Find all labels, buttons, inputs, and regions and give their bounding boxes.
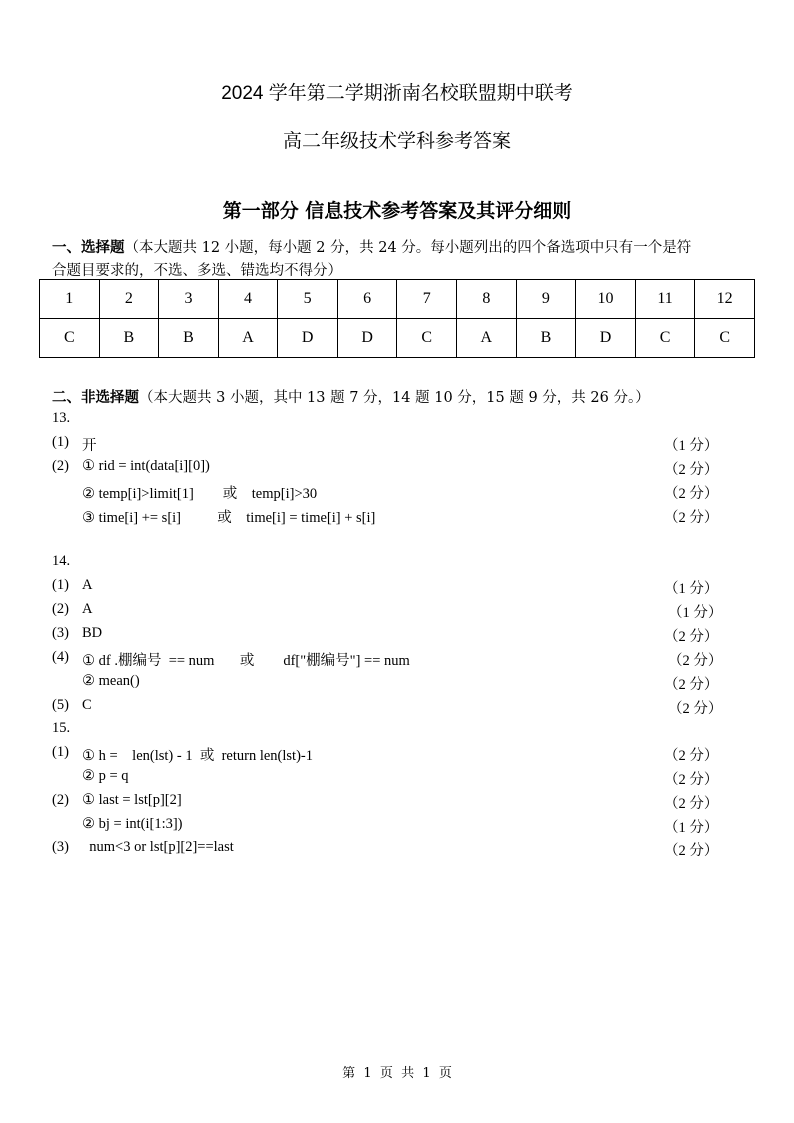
question-number: 4 <box>218 280 278 319</box>
line-text: ① df .棚编号 == num 或 df["棚编号"] == num <box>82 653 410 669</box>
question-number: 5 <box>278 280 338 319</box>
exam-subtitle: 高二年级技术学科参考答案 <box>282 131 511 152</box>
exam-title: 2024 学年第二学期浙南名校联盟期中联考 <box>221 83 573 104</box>
line-score: （2 分） <box>668 701 723 717</box>
line-score: （1 分） <box>664 438 719 454</box>
question-number: 9 <box>516 280 576 319</box>
question-number: 8 <box>457 280 517 319</box>
line-label: (2) <box>52 792 69 808</box>
answer-cell: C <box>695 319 755 358</box>
line-score: （2 分） <box>664 677 719 693</box>
answer-table <box>39 279 755 358</box>
answer-table-number-row <box>40 280 755 319</box>
answer-table-answer-row <box>40 319 755 358</box>
line-score: （2 分） <box>664 462 719 478</box>
section2-header <box>52 386 650 407</box>
line-text: num<3 or lst[p][2]==last <box>82 839 234 855</box>
question-number: 10 <box>576 280 636 319</box>
answer-cell: B <box>516 319 576 358</box>
line-text: A <box>82 577 93 593</box>
answer-cell: D <box>278 319 338 358</box>
line-score: （1 分） <box>664 581 719 597</box>
line-text: ① last = lst[p][2] <box>82 792 182 808</box>
answer-cell: C <box>635 319 695 358</box>
question-number: 2 <box>99 280 159 319</box>
line-label: (1) <box>52 744 69 760</box>
q15-label: 15. <box>52 720 71 736</box>
line-score: （2 分） <box>664 772 719 788</box>
answer-cell: D <box>576 319 636 358</box>
line-text: ② bj = int(i[1:3]) <box>82 816 183 832</box>
line-text: ② temp[i]>limit[1] 或 temp[i]>30 <box>82 486 318 502</box>
line-score: （1 分） <box>664 820 719 836</box>
answer-cell: B <box>159 319 219 358</box>
answer-cell: C <box>40 319 100 358</box>
line-score: （2 分） <box>664 486 719 502</box>
line-text: 开 <box>82 438 97 454</box>
answer-cell: A <box>457 319 517 358</box>
section2-desc: （本大题共 3 小题，其中 13 题 7 分，14 题 10 分，15 题 9 分，共 26 分。） <box>139 390 650 406</box>
section2-heading: 二、非选择题 <box>52 390 139 406</box>
line-label: (1) <box>52 577 69 593</box>
question-number: 1 <box>40 280 100 319</box>
line-label: (2) <box>52 458 69 474</box>
section1-desc-line1: （本大题共 12 小题，每小题 2 分，共 24 分。每小题列出的四个备选项中只有一个是符 <box>124 240 692 256</box>
line-label: (5) <box>52 697 69 713</box>
line-text: BD <box>82 625 103 641</box>
line-score: （2 分） <box>668 653 723 669</box>
line-score: （2 分） <box>664 796 719 812</box>
line-text: A <box>82 601 93 617</box>
line-label: (4) <box>52 649 69 665</box>
line-text: ② p = q <box>82 768 129 784</box>
line-text: ① rid = int(data[i][0]) <box>82 458 210 474</box>
section1-desc-line2: 合题目要求的，不选、多选、错选均不得分） <box>52 263 342 279</box>
line-text: C <box>82 697 92 713</box>
answer-cell: B <box>99 319 159 358</box>
question-number: 3 <box>159 280 219 319</box>
question-number: 6 <box>337 280 397 319</box>
line-label: (3) <box>52 625 69 641</box>
line-score: （2 分） <box>664 629 719 645</box>
section1-heading: 一、选择题 <box>52 240 125 256</box>
page-footer: 第 1 页 共 1 页 <box>342 1066 452 1081</box>
answer-cell: A <box>218 319 278 358</box>
line-score: （1 分） <box>668 605 723 621</box>
part-title: 第一部分 信息技术参考答案及其评分细则 <box>222 200 572 222</box>
q13-label: 13. <box>52 410 71 426</box>
question-number: 12 <box>695 280 755 319</box>
line-score: （2 分） <box>664 510 719 526</box>
line-text: ③ time[i] += s[i] 或 time[i] = time[i] + s[i] <box>82 510 376 526</box>
line-label: (2) <box>52 601 69 617</box>
section1-header <box>52 236 691 257</box>
line-label: (1) <box>52 434 69 450</box>
line-text: ① h = len(lst) - 1 或 return len(lst)-1 <box>82 748 313 764</box>
answer-cell: D <box>337 319 397 358</box>
question-number: 7 <box>397 280 457 319</box>
answer-cell: C <box>397 319 457 358</box>
line-label: (3) <box>52 839 69 855</box>
question-number: 11 <box>635 280 695 319</box>
line-text: ② mean() <box>82 673 140 689</box>
q14-label: 14. <box>52 553 71 569</box>
line-score: （2 分） <box>664 748 719 764</box>
line-score: （2 分） <box>664 843 719 859</box>
